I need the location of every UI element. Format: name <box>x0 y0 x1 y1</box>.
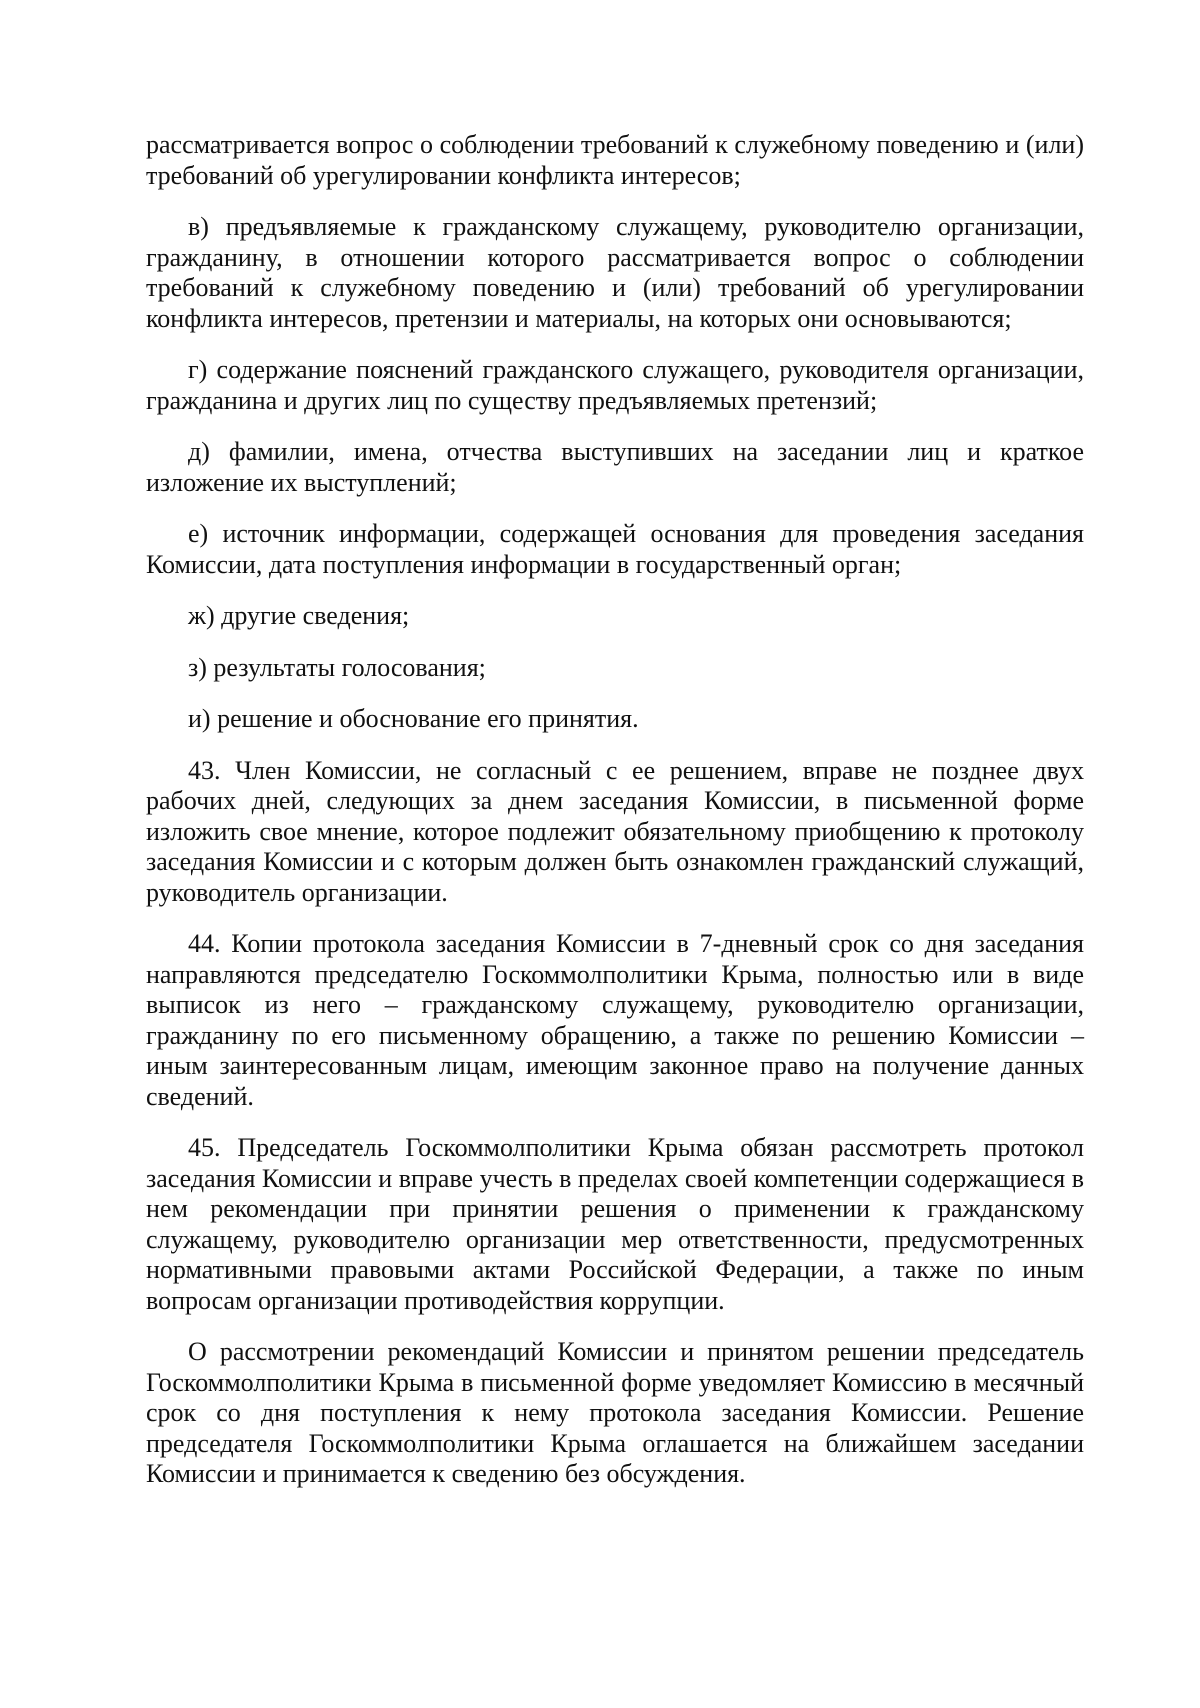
paragraph-item-g: г) содержание пояснений гражданского служащего, руководителя организации, гражданина и других лиц по существу предъявляемых претензий; <box>146 355 1084 415</box>
paragraph-43: 43. Член Комиссии, не согласный с ее решением, вправе не позднее двух рабочих дней, следующих за днем заседания Комиссии, в письменной форме изложить свое мнение, которое подлежит обязательному приобщению к протоколу заседания Комиссии и с которым должен быть ознакомлен гражданский служащий, руководитель организации. <box>146 755 1084 907</box>
paragraph-item-e: е) источник информации, содержащей основания для проведения заседания Комиссии, дата поступления информации в государственный орган; <box>146 519 1084 579</box>
paragraph-45-continuation: О рассмотрении рекомендаций Комиссии и принятом решении председатель Госкоммолполитики Крыма в письменной форме уведомляет Комиссию в месячный срок со дня поступления к нему протокола заседания Комиссии. Решение председателя Госкоммолполитики Крыма оглашается на ближайшем заседании Комиссии и принимается к сведению без обсуждения. <box>146 1337 1084 1488</box>
paragraph-item-i: и) решение и обоснование его принятия. <box>188 704 639 733</box>
paragraph-44: 44. Копии протокола заседания Комиссии в 7-дневный срок со дня заседания направляются председателю Госкоммолполитики Крыма, полностью или в виде выписок из него – гражданскому служащему, руководителю организации, гражданину по его письменному обращению, а также по решению Комиссии – иным заинтересованным лицам, имеющим законное право на получение данных сведений. <box>146 929 1084 1111</box>
paragraph-item-zh: ж) другие сведения; <box>188 601 410 630</box>
document-page <box>146 130 1084 1511</box>
paragraph-item-d: д) фамилии, имена, отчества выступивших на заседании лиц и краткое изложение их выступлений; <box>146 437 1084 497</box>
paragraph-continuation: рассматривается вопрос о соблюдении требований к служебному поведению и (или) требований об урегулировании конфликта интересов; <box>146 130 1084 190</box>
paragraph-45: 45. Председатель Госкоммолполитики Крыма обязан рассмотреть протокол заседания Комиссии и вправе учесть в пределах своей компетенции содержащиеся в нем рекомендации при принятии решения о применении к гражданскому служащему, руководителю организации мер ответственности, предусмотренных нормативными правовыми актами Российской Федерации, а также по иным вопросам организации противодействия коррупции. <box>146 1133 1084 1315</box>
paragraph-item-z: з) результаты голосования; <box>188 652 486 682</box>
paragraph-item-v: в) предъявляемые к гражданскому служащему, руководителю организации, гражданину, в отношении которого рассматривается вопрос о соблюдении требований к служебному поведению и (или) требований об урегулировании конфликта интересов, претензии и материалы, на которых они основываются; <box>146 212 1084 333</box>
